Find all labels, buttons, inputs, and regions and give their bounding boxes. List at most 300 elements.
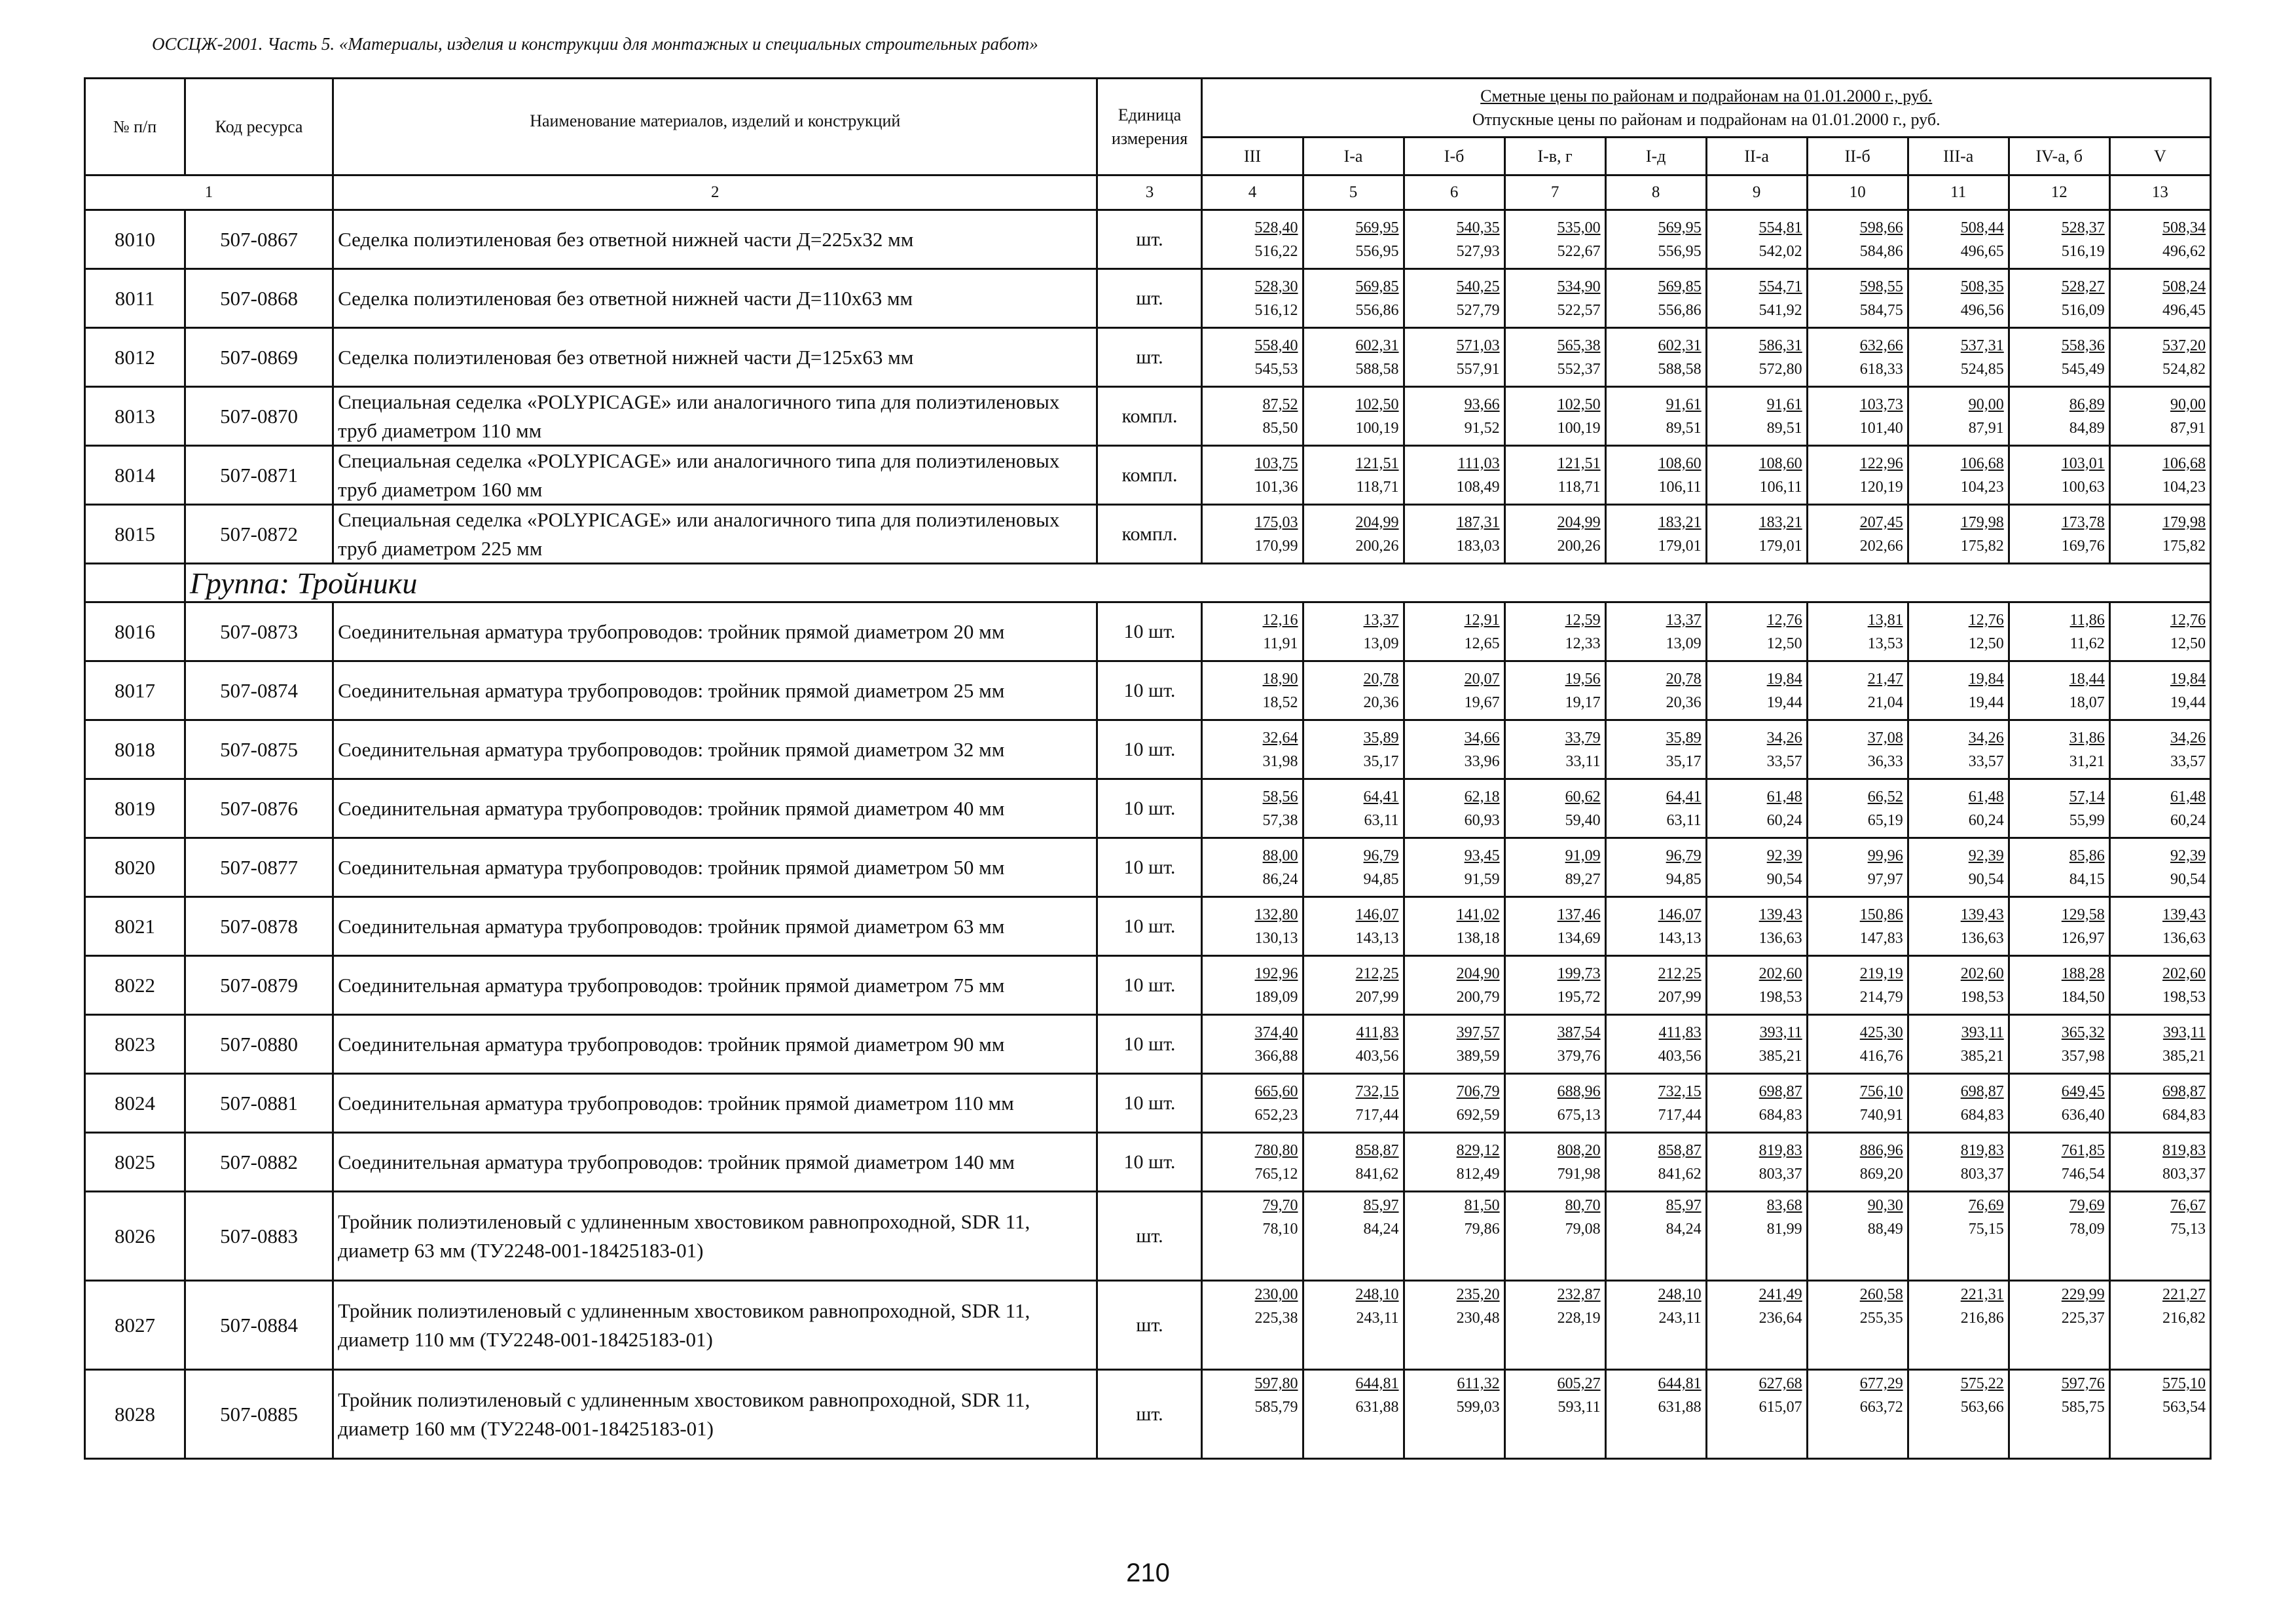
wholesale-price: 60,93 — [1464, 811, 1500, 829]
wholesale-price: 563,54 — [2162, 1399, 2206, 1416]
wholesale-price: 35,17 — [1363, 752, 1399, 770]
estimate-price: 819,83 — [1758, 1141, 1802, 1159]
estimate-price: 91,09 — [1565, 847, 1601, 864]
estimate-price: 99,96 — [1867, 847, 1903, 864]
estimate-price: 31,86 — [2069, 729, 2105, 747]
price-cell — [2109, 1015, 2210, 1074]
price-cell — [1807, 505, 1908, 564]
estimate-price: 569,95 — [1355, 219, 1399, 236]
estimate-price: 146,07 — [1355, 906, 1399, 923]
unit-of-measure: 10 шт. — [1097, 779, 1202, 838]
estimate-price: 393,11 — [1759, 1024, 1802, 1041]
estimate-price: 19,56 — [1565, 670, 1601, 688]
row-number: 8016 — [85, 602, 185, 661]
price-cell — [1404, 838, 1504, 897]
price-cell — [2009, 328, 2109, 387]
estimate-price: 86,89 — [2069, 396, 2105, 413]
wholesale-price: 87,91 — [2170, 419, 2206, 437]
estimate-price: 60,62 — [1565, 788, 1601, 805]
wholesale-price: 59,40 — [1565, 811, 1601, 829]
price-cell — [1504, 956, 1605, 1015]
unit-of-measure: 10 шт. — [1097, 1074, 1202, 1133]
estimate-price: 528,37 — [2061, 219, 2105, 236]
header-name: Наименование материалов, изделий и конструкций — [333, 79, 1097, 175]
header-region: I-б — [1404, 138, 1504, 175]
price-cell — [2009, 779, 2109, 838]
wholesale-price: 389,59 — [1456, 1047, 1500, 1065]
price-cell — [1504, 328, 1605, 387]
wholesale-price: 136,63 — [2162, 929, 2206, 947]
price-cell — [2009, 387, 2109, 446]
column-number: 11 — [1908, 175, 2009, 210]
wholesale-price: 841,62 — [1658, 1165, 1702, 1183]
wholesale-price: 516,12 — [1254, 301, 1298, 319]
header-region: IV-а, б — [2009, 138, 2109, 175]
wholesale-price: 584,75 — [1859, 301, 1903, 319]
estimate-price: 508,35 — [1960, 278, 2004, 295]
estimate-price: 235,20 — [1456, 1286, 1500, 1303]
wholesale-price: 198,53 — [2162, 988, 2206, 1006]
wholesale-price: 143,13 — [1658, 929, 1702, 947]
price-cell — [1605, 720, 1706, 779]
wholesale-price: 19,17 — [1565, 693, 1601, 711]
estimate-price: 76,69 — [1968, 1197, 2004, 1214]
estimate-price: 121,51 — [1355, 454, 1399, 472]
wholesale-price: 19,44 — [2170, 693, 2206, 711]
wholesale-price: 216,86 — [1960, 1310, 2004, 1327]
table-row — [85, 328, 2211, 387]
price-cell — [1706, 838, 1807, 897]
wholesale-price: 12,65 — [1464, 635, 1500, 652]
price-cell — [1605, 661, 1706, 720]
price-cell — [1303, 956, 1404, 1015]
estimate-price: 204,99 — [1557, 513, 1601, 531]
wholesale-price: 79,86 — [1464, 1221, 1500, 1238]
price-cell — [1605, 602, 1706, 661]
wholesale-price: 563,66 — [1960, 1399, 2004, 1416]
price-cell — [2109, 779, 2210, 838]
estimate-price: 108,60 — [1758, 454, 1802, 472]
estimate-price: 397,57 — [1456, 1024, 1500, 1041]
price-cell — [1504, 720, 1605, 779]
estimate-price: 93,66 — [1464, 396, 1500, 413]
table-row — [85, 387, 2211, 446]
resource-code: 507-0878 — [185, 897, 333, 956]
wholesale-price: 106,11 — [1759, 478, 1802, 496]
price-cell — [1807, 387, 1908, 446]
row-number: 8017 — [85, 661, 185, 720]
estimate-price: 425,30 — [1859, 1024, 1903, 1041]
estimate-price: 597,76 — [2061, 1375, 2105, 1392]
wholesale-price: 585,75 — [2061, 1399, 2105, 1416]
row-number: 8018 — [85, 720, 185, 779]
estimate-price: 260,58 — [1859, 1286, 1903, 1303]
wholesale-price: 556,86 — [1355, 301, 1399, 319]
price-cell — [1908, 269, 2009, 328]
estimate-price: 58,56 — [1262, 788, 1298, 805]
group-spacer — [85, 564, 185, 602]
price-cell — [1908, 1370, 2009, 1459]
estimate-price: 81,50 — [1464, 1197, 1500, 1214]
estimate-price: 732,15 — [1658, 1082, 1702, 1100]
wholesale-price: 200,79 — [1456, 988, 1500, 1006]
price-cell — [1706, 956, 1807, 1015]
estimate-price: 35,89 — [1363, 729, 1399, 747]
unit-of-measure: 10 шт. — [1097, 602, 1202, 661]
unit-of-measure: 10 шт. — [1097, 838, 1202, 897]
price-cell — [2009, 602, 2109, 661]
row-number: 8025 — [85, 1133, 185, 1192]
price-cell — [1202, 779, 1303, 838]
estimate-price: 611,32 — [1457, 1375, 1500, 1392]
wholesale-price: 94,85 — [1666, 870, 1702, 888]
price-cell — [1908, 838, 2009, 897]
estimate-price: 12,76 — [1766, 611, 1802, 629]
estimate-price: 537,31 — [1960, 337, 2004, 354]
price-cell — [1605, 210, 1706, 269]
estimate-price: 19,84 — [1766, 670, 1802, 688]
row-number: 8012 — [85, 328, 185, 387]
estimate-price: 597,80 — [1254, 1375, 1298, 1392]
estimate-price: 230,00 — [1254, 1286, 1298, 1303]
unit-of-measure: шт. — [1097, 269, 1202, 328]
estimate-price: 139,43 — [2162, 906, 2206, 923]
price-cell — [1202, 387, 1303, 446]
wholesale-price: 588,58 — [1355, 360, 1399, 378]
price-cell — [1504, 1074, 1605, 1133]
estimate-price: 886,96 — [1859, 1141, 1903, 1159]
price-cell — [1404, 779, 1504, 838]
price-cell — [1706, 1133, 1807, 1192]
price-cell — [1706, 446, 1807, 505]
table-row — [85, 661, 2211, 720]
material-name: Соединительная арматура трубопроводов: тройник прямой диаметром 140 мм — [333, 1133, 1097, 1192]
estimate-price: 598,55 — [1859, 278, 1903, 295]
price-cell — [1807, 602, 1908, 661]
wholesale-price: 207,99 — [1658, 988, 1702, 1006]
estimate-price: 18,90 — [1262, 670, 1298, 688]
price-cell — [1504, 1370, 1605, 1459]
wholesale-price: 572,80 — [1758, 360, 1802, 378]
wholesale-price: 88,49 — [1867, 1221, 1903, 1238]
price-cell — [1807, 779, 1908, 838]
group-title: Группа: Тройники — [185, 564, 2211, 602]
wholesale-price: 599,03 — [1456, 1399, 1500, 1416]
price-cell — [2009, 505, 2109, 564]
price-cell — [1908, 1074, 2009, 1133]
table-row — [85, 1015, 2211, 1074]
estimate-price: 34,26 — [2170, 729, 2206, 747]
estimate-price: 188,28 — [2061, 965, 2105, 982]
header-price-estimate: Сметные цены по районам и подрайонам на 01.01.2000 г., руб. — [1480, 86, 1933, 106]
wholesale-price: 138,18 — [1456, 929, 1500, 947]
price-cell — [1605, 269, 1706, 328]
estimate-price: 62,18 — [1464, 788, 1500, 805]
wholesale-price: 200,26 — [1355, 537, 1399, 555]
estimate-price: 677,29 — [1859, 1375, 1903, 1392]
price-cell — [1404, 1133, 1504, 1192]
price-cell — [1807, 446, 1908, 505]
wholesale-price: 545,49 — [2061, 360, 2105, 378]
price-cell — [1202, 661, 1303, 720]
unit-of-measure: 10 шт. — [1097, 661, 1202, 720]
price-cell — [2109, 387, 2210, 446]
price-cell — [1504, 661, 1605, 720]
estimate-price: 219,19 — [1859, 965, 1903, 982]
price-cell — [1908, 897, 2009, 956]
column-number: 9 — [1706, 175, 1807, 210]
price-cell — [2109, 838, 2210, 897]
estimate-price: 12,76 — [1968, 611, 2004, 629]
wholesale-price: 90,54 — [1968, 870, 2004, 888]
wholesale-price: 198,53 — [1758, 988, 1802, 1006]
estimate-price: 141,02 — [1456, 906, 1500, 923]
resource-code: 507-0873 — [185, 602, 333, 661]
column-number: 13 — [2109, 175, 2210, 210]
price-cell — [1202, 720, 1303, 779]
price-cell — [2009, 1192, 2109, 1281]
estimate-price: 87,52 — [1262, 396, 1298, 413]
estimate-price: 106,68 — [2162, 454, 2206, 472]
wholesale-price: 85,50 — [1262, 419, 1298, 437]
price-cell — [1605, 1015, 1706, 1074]
price-cell — [1504, 779, 1605, 838]
price-cell — [1303, 505, 1404, 564]
price-cell — [1202, 897, 1303, 956]
wholesale-price: 228,19 — [1557, 1310, 1601, 1327]
row-number: 8021 — [85, 897, 185, 956]
price-cell — [1807, 838, 1908, 897]
estimate-price: 103,01 — [2061, 454, 2105, 472]
estimate-price: 92,39 — [1766, 847, 1802, 864]
wholesale-price: 803,37 — [1960, 1165, 2004, 1183]
estimate-price: 571,03 — [1456, 337, 1500, 354]
price-cell — [1202, 1074, 1303, 1133]
estimate-price: 632,66 — [1859, 337, 1903, 354]
table-row — [85, 720, 2211, 779]
material-name: Соединительная арматура трубопроводов: тройник прямой диаметром 20 мм — [333, 602, 1097, 661]
price-cell — [2009, 210, 2109, 269]
price-cell — [1908, 328, 2009, 387]
wholesale-price: 652,23 — [1254, 1106, 1298, 1124]
estimate-price: 11,86 — [2069, 611, 2105, 629]
estimate-price: 85,97 — [1363, 1197, 1399, 1214]
resource-code: 507-0884 — [185, 1281, 333, 1370]
estimate-price: 103,73 — [1859, 396, 1903, 413]
wholesale-price: 33,57 — [2170, 752, 2206, 770]
wholesale-price: 12,50 — [1766, 635, 1802, 652]
wholesale-price: 675,13 — [1557, 1106, 1601, 1124]
estimate-price: 508,24 — [2162, 278, 2206, 295]
wholesale-price: 684,83 — [1758, 1106, 1802, 1124]
wholesale-price: 516,09 — [2061, 301, 2105, 319]
wholesale-price: 84,89 — [2069, 419, 2105, 437]
wholesale-price: 60,24 — [2170, 811, 2206, 829]
material-name: Седелка полиэтиленовая без ответной нижней части Д=110х63 мм — [333, 269, 1097, 328]
price-cell — [1807, 1074, 1908, 1133]
estimate-price: 139,43 — [1960, 906, 2004, 923]
wholesale-price: 86,24 — [1262, 870, 1298, 888]
estimate-price: 212,25 — [1355, 965, 1399, 982]
price-cell — [1605, 1281, 1706, 1370]
price-cell — [1303, 1074, 1404, 1133]
material-name: Соединительная арматура трубопроводов: тройник прямой диаметром 75 мм — [333, 956, 1097, 1015]
header-region: III — [1202, 138, 1303, 175]
estimate-price: 393,11 — [1961, 1024, 2004, 1041]
estimate-price: 12,76 — [2170, 611, 2206, 629]
price-cell — [1706, 328, 1807, 387]
price-cell — [1303, 328, 1404, 387]
estimate-price: 37,08 — [1867, 729, 1903, 747]
price-cell — [1807, 210, 1908, 269]
resource-code: 507-0869 — [185, 328, 333, 387]
wholesale-price: 101,40 — [1859, 419, 1903, 437]
wholesale-price: 195,72 — [1557, 988, 1601, 1006]
price-cell — [1706, 779, 1807, 838]
price-cell — [2009, 269, 2109, 328]
estimate-price: 61,48 — [1968, 788, 2004, 805]
price-cell — [1908, 661, 2009, 720]
price-cell — [1706, 1370, 1807, 1459]
wholesale-price: 584,86 — [1859, 242, 1903, 260]
estimate-price: 204,99 — [1355, 513, 1399, 531]
header-unit: Единица измерения — [1097, 79, 1202, 175]
wholesale-price: 522,67 — [1557, 242, 1601, 260]
price-cell — [2009, 897, 2109, 956]
wholesale-price: 57,38 — [1262, 811, 1298, 829]
estimate-price: 602,31 — [1355, 337, 1399, 354]
unit-of-measure: компл. — [1097, 446, 1202, 505]
estimate-price: 187,31 — [1456, 513, 1500, 531]
estimate-price: 12,91 — [1464, 611, 1500, 629]
estimate-price: 575,22 — [1960, 1375, 2004, 1392]
material-name: Специальная седелка «POLYPICAGE» или аналогичного типа для полиэтиленовых труб диаметром 225 мм — [333, 505, 1097, 564]
row-number: 8019 — [85, 779, 185, 838]
price-cell — [2009, 1074, 2109, 1133]
wholesale-price: 225,37 — [2061, 1310, 2105, 1327]
wholesale-price: 11,91 — [1263, 635, 1298, 652]
wholesale-price: 379,76 — [1557, 1047, 1601, 1065]
estimate-price: 732,15 — [1355, 1082, 1399, 1100]
wholesale-price: 104,23 — [2162, 478, 2206, 496]
wholesale-price: 588,58 — [1658, 360, 1702, 378]
price-cell — [1504, 269, 1605, 328]
price-cell — [2009, 720, 2109, 779]
estimate-price: 649,45 — [2061, 1082, 2105, 1100]
estimate-price: 13,37 — [1363, 611, 1399, 629]
wholesale-price: 84,24 — [1666, 1221, 1702, 1238]
estimate-price: 586,31 — [1758, 337, 1802, 354]
price-cell — [1706, 387, 1807, 446]
row-number: 8022 — [85, 956, 185, 1015]
estimate-price: 103,75 — [1254, 454, 1298, 472]
estimate-price: 61,48 — [2170, 788, 2206, 805]
wholesale-price: 496,56 — [1960, 301, 2004, 319]
wholesale-price: 631,88 — [1355, 1399, 1399, 1416]
estimate-price: 221,27 — [2162, 1286, 2206, 1303]
wholesale-price: 243,11 — [1356, 1310, 1399, 1327]
wholesale-price: 198,53 — [1960, 988, 2004, 1006]
estimate-price: 569,85 — [1355, 278, 1399, 295]
document-header: ОССЦЖ-2001. Часть 5. «Материалы, изделия и конструкции для монтажных и специальных строительных работ» — [152, 34, 1038, 54]
material-name: Соединительная арматура трубопроводов: тройник прямой диаметром 63 мм — [333, 897, 1097, 956]
price-cell — [2109, 602, 2210, 661]
estimate-price: 248,10 — [1658, 1286, 1702, 1303]
wholesale-price: 31,21 — [2069, 752, 2105, 770]
price-cell — [1807, 1192, 1908, 1281]
table-row — [85, 1370, 2211, 1459]
estimate-price: 756,10 — [1859, 1082, 1903, 1100]
wholesale-price: 20,36 — [1666, 693, 1702, 711]
price-cell — [1303, 387, 1404, 446]
price-cell — [1404, 387, 1504, 446]
estimate-price: 761,85 — [2061, 1141, 2105, 1159]
price-cell — [1706, 269, 1807, 328]
resource-code: 507-0875 — [185, 720, 333, 779]
price-cell — [1404, 505, 1504, 564]
price-cell — [2109, 956, 2210, 1015]
estimate-price: 508,34 — [2162, 219, 2206, 236]
material-name: Тройник полиэтиленовый с удлиненным хвостовиком равнопроходной, SDR 11, диаметр 110 мм (ТУ2248-001-18425183-01) — [333, 1281, 1097, 1370]
estimate-price: 598,66 — [1859, 219, 1903, 236]
material-name: Соединительная арматура трубопроводов: тройник прямой диаметром 25 мм — [333, 661, 1097, 720]
estimate-price: 229,99 — [2061, 1286, 2105, 1303]
price-cell — [1504, 505, 1605, 564]
wholesale-price: 357,98 — [2061, 1047, 2105, 1065]
price-cell — [1908, 1281, 2009, 1370]
resource-code: 507-0879 — [185, 956, 333, 1015]
material-name: Соединительная арматура трубопроводов: тройник прямой диаметром 40 мм — [333, 779, 1097, 838]
wholesale-price: 90,54 — [2170, 870, 2206, 888]
unit-of-measure: шт. — [1097, 1281, 1202, 1370]
estimate-price: 57,14 — [2069, 788, 2105, 805]
wholesale-price: 106,11 — [1658, 478, 1702, 496]
price-cell — [1807, 661, 1908, 720]
wholesale-price: 684,83 — [1960, 1106, 2004, 1124]
estimate-price: 108,60 — [1658, 454, 1702, 472]
column-number: 2 — [333, 175, 1097, 210]
estimate-price: 76,67 — [2170, 1197, 2206, 1214]
wholesale-price: 143,13 — [1355, 929, 1399, 947]
page-number: 210 — [1126, 1559, 1170, 1587]
resource-code: 507-0868 — [185, 269, 333, 328]
estimate-price: 241,49 — [1758, 1286, 1802, 1303]
wholesale-price: 118,71 — [1356, 478, 1399, 496]
wholesale-price: 175,82 — [2162, 537, 2206, 555]
wholesale-price: 13,09 — [1363, 635, 1399, 652]
wholesale-price: 717,44 — [1355, 1106, 1399, 1124]
wholesale-price: 692,59 — [1456, 1106, 1500, 1124]
price-cell — [1504, 1192, 1605, 1281]
estimate-price: 528,40 — [1254, 219, 1298, 236]
wholesale-price: 134,69 — [1557, 929, 1601, 947]
estimate-price: 20,78 — [1666, 670, 1702, 688]
price-cell — [1807, 1133, 1908, 1192]
estimate-price: 96,79 — [1363, 847, 1399, 864]
price-cell — [1605, 1192, 1706, 1281]
estimate-price: 698,87 — [1960, 1082, 2004, 1100]
price-cell — [1807, 720, 1908, 779]
estimate-price: 13,37 — [1666, 611, 1702, 629]
wholesale-price: 89,51 — [1766, 419, 1802, 437]
unit-of-measure: 10 шт. — [1097, 1015, 1202, 1074]
wholesale-price: 100,19 — [1557, 419, 1601, 437]
wholesale-price: 522,57 — [1557, 301, 1601, 319]
material-name: Тройник полиэтиленовый с удлиненным хвостовиком равнопроходной, SDR 11, диаметр 63 мм (ТУ2248-001-18425183-01) — [333, 1192, 1097, 1281]
price-cell — [1404, 269, 1504, 328]
price-cell — [1605, 838, 1706, 897]
wholesale-price: 55,99 — [2069, 811, 2105, 829]
